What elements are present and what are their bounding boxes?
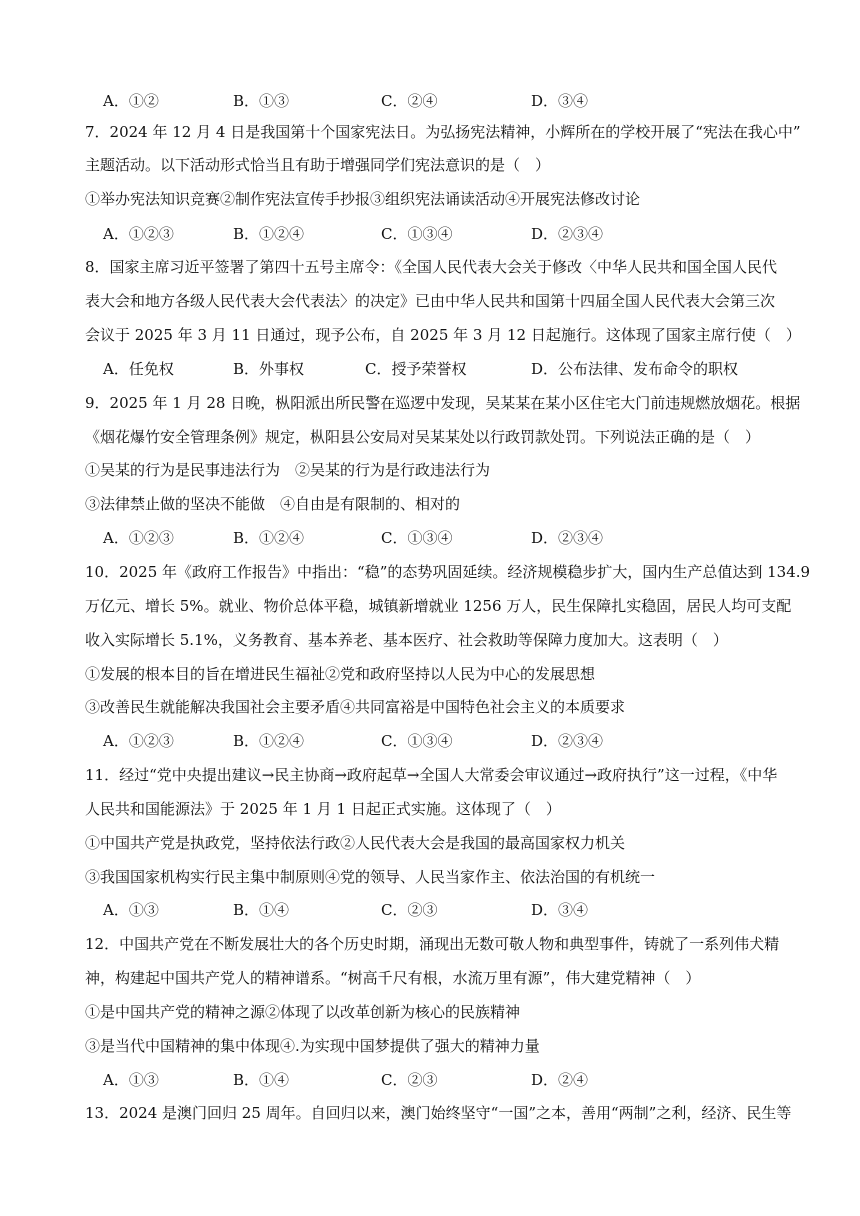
option-a[interactable]: A．①②③: [103, 529, 174, 547]
q11-options: [103, 900, 793, 920]
q6-options: [103, 91, 793, 111]
q9-item-line: ①吴某的行为是民事违法行为 ②吴某的行为是行政违法行为: [85, 461, 491, 479]
option-b[interactable]: B．①②④: [233, 732, 305, 750]
q7-stem-line: 7．2024 年 12 月 4 日是我国第十个国家宪法日。为弘扬宪法精神，小辉所在的学校开展了“宪法在我心中”: [85, 123, 801, 141]
option-c[interactable]: C．授予荣誉权: [365, 360, 467, 378]
q8-stem-line: 8．国家主席习近平签署了第四十五号主席令：《全国人民代表大会关于修改〈中华人民共和国全国人民代: [85, 258, 778, 276]
q9-stem-line: 9．2025 年 1 月 28 日晚，枞阳派出所民警在巡逻中发现，吴某某在某小区住宅大门前违规燃放烟花。根据: [85, 394, 801, 412]
q8-options: [103, 359, 793, 379]
option-b[interactable]: B．外事权: [233, 360, 305, 378]
option-a[interactable]: A．①③: [103, 901, 159, 919]
q7-item-line: ①举办宪法知识竞赛②制作宪法宣传手抄报③组织宪法诵读活动④开展宪法修改讨论: [85, 190, 641, 208]
q10-stem-line: 万亿元、增长 5%。就业、物价总体平稳，城镇新增就业 1256 万人，民生保障扎实稳固，居民人均可支配: [85, 597, 792, 615]
q12-stem-line: 12．中国共产党在不断发展壮大的各个历史时期，涌现出无数可敬人物和典型事件，铸就了一系列伟犬精: [85, 935, 780, 953]
q9-stem-line: 《烟花爆竹安全管理条例》规定，枞阳县公安局对吴某某处以行政罚款处罚。下列说法正确的是（ ）: [85, 428, 761, 446]
q11-item-line: ③我国国家机构实行民主集中制原则④党的领导、人民当家作主、依法治国的有机统一: [85, 868, 656, 886]
option-d[interactable]: D．②③④: [531, 732, 604, 750]
option-d[interactable]: D．②③④: [531, 225, 604, 243]
option-d[interactable]: D．公布法律、发布命令的职权: [531, 360, 739, 378]
q11-stem-line: 人民共和国能源法》于 2025 年 1 月 1 日起正式实施。这体现了（ ）: [85, 800, 561, 818]
option-b[interactable]: B．①②④: [233, 529, 305, 547]
q8-stem-line: 会议于 2025 年 3 月 11 日通过，现予公布，自 2025 年 3 月 12 日起施行。这体现了国家主席行使（ ）: [85, 326, 801, 344]
q10-item-line: ③改善民生就能解决我国社会主要矛盾④共同富裕是中国特色社会主义的本质要求: [85, 698, 626, 716]
q13-stem-line: 13．2024 是澳门回归 25 周年。自回归以来，澳门始终坚守“一国”之本，善用“两制”之利，经济、民生等: [85, 1104, 792, 1122]
q10-item-line: ①发展的根本目的旨在增进民生福祉②党和政府坚持以人民为中心的发展思想: [85, 665, 596, 683]
option-d[interactable]: D．③④: [531, 92, 589, 110]
option-c[interactable]: C．②③: [381, 901, 438, 919]
q10-stem-line: 10．2025 年《政府工作报告》中指出：“稳”的态势巩固延续。经济规模稳步扩大，国内生产总值达到 134.9: [85, 563, 811, 581]
option-b[interactable]: B．①④: [233, 1071, 290, 1089]
option-a[interactable]: A．①②: [103, 92, 159, 110]
option-a[interactable]: A．①③: [103, 1071, 159, 1089]
q9-item-line: ③法律禁止做的坚决不能做 ④自由是有限制的、相对的: [85, 495, 461, 513]
option-c[interactable]: C．②④: [381, 92, 438, 110]
q12-item-line: ③是当代中国精神的集中体现④.为实现中国梦提供了强大的精神力量: [85, 1037, 540, 1055]
q12-options: [103, 1070, 793, 1090]
q11-stem-line: 11．经过“党中央提出建议→民主协商→政府起草→全国人大常委会审议通过→政府执行”这一过程，《中华: [85, 766, 778, 784]
q11-item-line: ①中国共产党是执政党，坚持依法行政②人民代表大会是我国的最高国家权力机关: [85, 834, 626, 852]
option-d[interactable]: D．②③④: [531, 529, 604, 547]
option-c[interactable]: C．②③: [381, 1071, 438, 1089]
q7-options: [103, 224, 793, 244]
option-c[interactable]: C．①③④: [381, 225, 453, 243]
option-d[interactable]: D．③④: [531, 901, 589, 919]
q7-stem-line: 主题活动。以下活动形式恰当且有助于增强同学们宪法意识的是（ ）: [85, 156, 551, 174]
option-d[interactable]: D．②④: [531, 1071, 589, 1089]
option-c[interactable]: C．①③④: [381, 732, 453, 750]
q12-stem-line: 神，构建起中国共产党人的精神谱系。“树高千尺有根，水流万里有源”，伟大建党精神（ ）: [85, 969, 701, 987]
option-b[interactable]: B．①③: [233, 92, 290, 110]
q9-options: [103, 528, 793, 548]
q10-stem-line: 收入实际增长 5.1%，义务教育、基本养老、基本医疗、社会救助等保障力度加大。这表明（ ）: [85, 631, 728, 649]
q12-item-line: ①是中国共产党的精神之源②体现了以改革创新为核心的民族精神: [85, 1003, 521, 1021]
option-a[interactable]: A．任免权: [103, 360, 174, 378]
option-c[interactable]: C．①③④: [381, 529, 453, 547]
option-b[interactable]: B．①④: [233, 901, 290, 919]
option-a[interactable]: A．①②③: [103, 225, 174, 243]
q10-options: [103, 731, 793, 751]
option-b[interactable]: B．①②④: [233, 225, 305, 243]
option-a[interactable]: A．①②③: [103, 732, 174, 750]
q8-stem-line: 表大会和地方各级人民代表大会代表法〉的决定》已由中华人民共和国第十四届全国人民代表大会第三次: [85, 292, 776, 310]
